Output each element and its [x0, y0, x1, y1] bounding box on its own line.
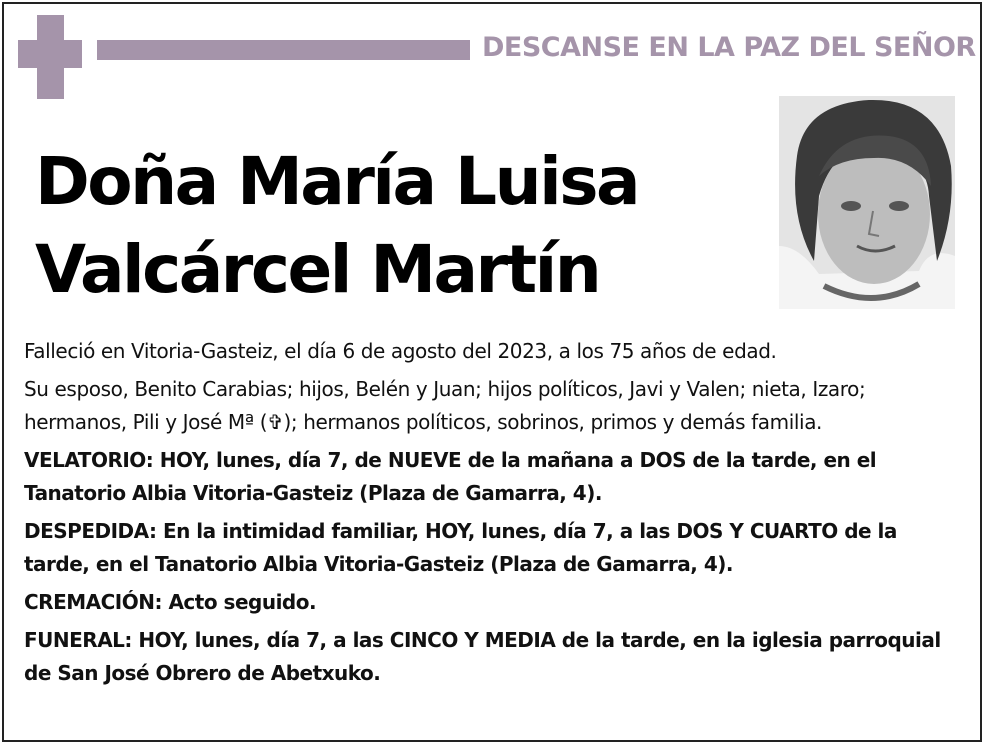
family-list: Su esposo, Benito Carabias; hijos, Belén y Juan; hijos políticos, Javi y Valen; nieta, Izaro; hermanos, Pili y José Mª (✞); hermanos políticos, sobrinos, primos y demás familia.	[24, 377, 866, 434]
portrait-photo	[779, 96, 955, 309]
cross-icon-arm	[18, 40, 82, 68]
deceased-name-line2: Valcárcel Martín	[35, 231, 600, 308]
velatorio-info: VELATORIO: HOY, lunes, día 7, de NUEVE de la mañana a DOS de la tarde, en el Tanatorio Albia Vitoria-Gasteiz (Plaza de Gamarra, 4).	[24, 448, 877, 505]
deceased-name-line1: Doña María Luisa	[35, 143, 639, 220]
header-divider-bar	[97, 40, 470, 60]
portrait-icon	[779, 96, 955, 309]
cremacion-info: CREMACIÓN: Acto seguido.	[24, 590, 317, 614]
deceased-name	[35, 138, 755, 314]
death-announcement: Falleció en Vitoria-Gasteiz, el día 6 de agosto del 2023, a los 75 años de edad.	[24, 339, 777, 363]
header-title: DESCANSE EN LA PAZ DEL SEÑOR	[482, 32, 976, 63]
notice-body	[24, 335, 954, 695]
funeral-info: FUNERAL: HOY, lunes, día 7, a las CINCO Y MEDIA de la tarde, en la iglesia parroquial de San José Obrero de Abetxuko.	[24, 628, 941, 685]
despedida-info: DESPEDIDA: En la intimidad familiar, HOY, lunes, día 7, a las DOS Y CUARTO de la tarde, en el Tanatorio Albia Vitoria-Gasteiz (Plaza de Gamarra, 4).	[24, 519, 897, 576]
